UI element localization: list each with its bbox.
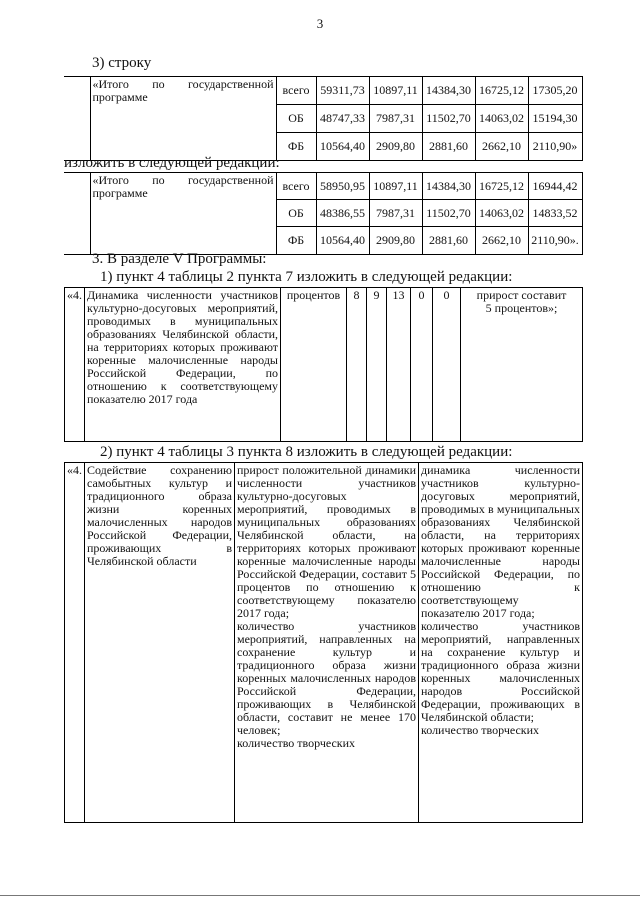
value-cell: 2881,60 [422, 133, 475, 161]
value-cell: 15194,30 [528, 105, 582, 133]
indicator-table [64, 287, 583, 442]
unit-cell: процентов [281, 288, 347, 442]
value-cell: 14833,52 [528, 200, 582, 227]
program-total-title: «Итого по государственной программе [90, 77, 276, 161]
program-total-title: «Итого по государственной программе [90, 173, 276, 255]
indicator-line: количество участников мероприятий, направленных на сохранение культур и традиционного образа жизни коренных малочисленных народов Российской Федерации, проживающих в Челябинской области; [421, 619, 580, 724]
value-cell: 10564,40 [316, 227, 369, 255]
row-code: всего [276, 77, 316, 105]
indicator-description: Динамика численности участников культурно-досуговых мероприятий, проводимых в муниципальных образованиях Челябинской области, на территориях которых проживают коренные малочисленные народы Российской Федерации, по отношению к соответствующему показателю 2017 года [85, 288, 281, 442]
value-cell: 16725,12 [475, 173, 528, 200]
result-line: прирост положительной динамики численности участников культурно-досуговых мероприятий, проводимых в муниципальных образованиях Челябинской области, на территориях которых проживают коренные малочисленные народы Российской Федерации, составит 5 процентов по отношению к соответствующему показателю 2017 года; [237, 463, 416, 620]
item3-label: 3) строку [92, 55, 152, 71]
value-cell: 2881,60 [422, 227, 475, 255]
value-cell: 2909,80 [369, 227, 422, 255]
table-cell-empty [64, 173, 90, 255]
replace-label: изложить в следующей редакции: [64, 155, 280, 171]
result-line: количество участников мероприятий, направленных на сохранение культур и традиционного образа жизни коренных малочисленных народов Российской Федерации, проживающих в Челябинской области, составит не менее 170 человек; [237, 619, 416, 737]
value-cell: 17305,20 [528, 77, 582, 105]
value-cell: 0 [411, 288, 433, 442]
value-cell: 2110,90». [528, 227, 582, 255]
value-cell: 0 [433, 288, 461, 442]
value-cell: 10897,11 [369, 77, 422, 105]
value-cell: 14063,02 [475, 200, 528, 227]
value-cell: 16944,42 [528, 173, 582, 200]
point2-heading: 2) пункт 4 таблицы 3 пункта 8 изложить в следующей редакции: [100, 444, 513, 460]
value-cell: 10897,11 [369, 173, 422, 200]
value-cell: 16725,12 [475, 77, 528, 105]
value-cell: 8 [347, 288, 367, 442]
result-cell: прирост составит 5 процентов»; [461, 288, 583, 442]
value-cell: 14063,02 [475, 105, 528, 133]
value-cell: 13 [387, 288, 411, 442]
row-code: ОБ [276, 105, 316, 133]
indicator-line: динамика численности участников культурно-досуговых мероприятий, проводимых в муниципальных образованиях Челябинской области, на территориях которых проживают коренные малочисленные народы Российской Федерации, по отношению к соответствующему показателю 2017 года; [421, 463, 580, 620]
expected-results [235, 463, 419, 823]
value-cell: 48386,55 [316, 200, 369, 227]
value-cell: 14384,30 [422, 173, 475, 200]
value-cell: 11502,70 [422, 105, 475, 133]
page-number: 3 [316, 16, 324, 31]
task-description: Содействие сохранению самобытных культур и традиционного образа жизни коренных малочисленных народов Российской Федерации, проживающих в Челябинской области [85, 463, 235, 823]
indicators [419, 463, 583, 823]
value-cell: 11502,70 [422, 200, 475, 227]
value-cell: 14384,30 [422, 77, 475, 105]
table-cell-empty [64, 77, 90, 161]
value-cell: 59311,73 [316, 77, 369, 105]
budget-table-new [64, 172, 583, 255]
value-cell: 58950,95 [316, 173, 369, 200]
row-code: ФБ [276, 133, 316, 161]
value-cell: 2909,80 [369, 133, 422, 161]
value-cell: 10564,40 [316, 133, 369, 161]
value-cell: 7987,31 [369, 200, 422, 227]
row-code: всего [276, 173, 316, 200]
value-cell: 2662,10 [475, 227, 528, 255]
footer-rule [0, 895, 640, 896]
section-heading: 3. В разделе V Программы: [92, 251, 267, 267]
indicator-line: количество творческих [421, 723, 540, 737]
value-cell: 9 [367, 288, 387, 442]
task-table [64, 462, 583, 823]
value-cell: 2662,10 [475, 133, 528, 161]
value-cell: 7987,31 [369, 105, 422, 133]
value-cell: 2110,90» [528, 133, 582, 161]
budget-table-old [64, 76, 583, 161]
item-number: «4. [65, 288, 85, 442]
row-code: ФБ [276, 227, 316, 255]
point1-heading: 1) пункт 4 таблицы 2 пункта 7 изложить в следующей редакции: [100, 269, 513, 285]
value-cell: 48747,33 [316, 105, 369, 133]
item-number: «4. [65, 463, 85, 823]
result-line: количество творческих [237, 736, 356, 750]
row-code: ОБ [276, 200, 316, 227]
